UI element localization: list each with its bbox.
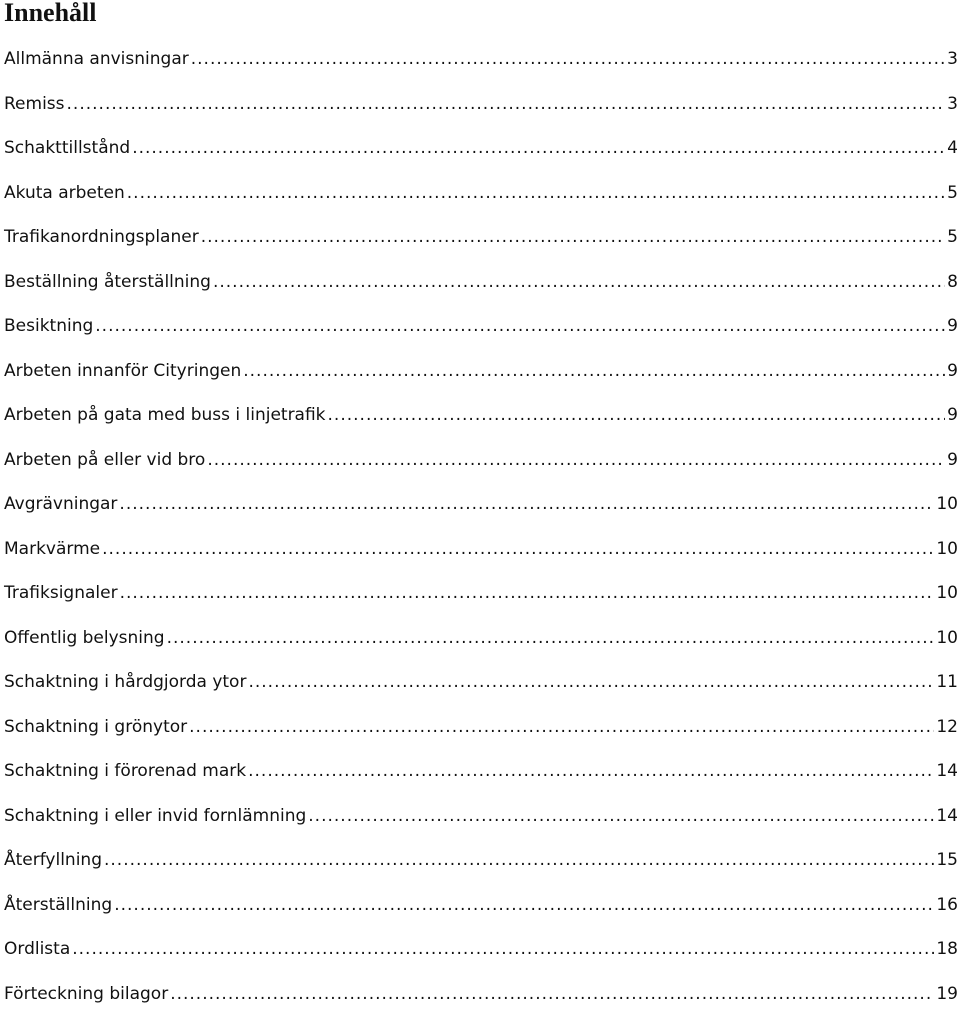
toc-dot-leader	[248, 667, 934, 697]
toc-entry-page-number: 10	[936, 538, 958, 559]
toc-dot-leader	[127, 178, 945, 208]
toc-entry[interactable]	[4, 489, 960, 519]
toc-entry-label: Besiktning	[4, 316, 94, 336]
toc-entry-label: Trafikanordningsplaner	[4, 227, 199, 247]
toc-entry-label: Förteckning bilagor	[4, 983, 169, 1004]
toc-dot-leader	[104, 845, 934, 875]
toc-entry-label: Schaktning i grönytor	[4, 716, 188, 737]
toc-entry-label: Akuta arbeten	[4, 182, 125, 203]
toc-dot-leader	[132, 133, 945, 163]
toc-entry-page-number: 14	[936, 805, 958, 826]
toc-entry[interactable]	[4, 356, 960, 386]
toc-dot-leader	[67, 89, 946, 119]
toc-entry[interactable]	[4, 667, 960, 697]
toc-entry-page-number: 18	[936, 939, 958, 959]
toc-dot-leader	[308, 801, 934, 831]
toc-entry[interactable]	[4, 133, 960, 163]
toc-entry-label: Återställning	[4, 894, 113, 915]
toc-entry-label: Schaktning i hårdgjorda ytor	[4, 672, 247, 692]
toc-entry-label: Trafiksignaler	[4, 583, 118, 603]
toc-entry-page-number: 19	[936, 983, 958, 1004]
toc-entry-page-number: 3	[947, 49, 958, 69]
toc-entry-label: Remiss	[4, 93, 65, 114]
toc-entry[interactable]	[4, 222, 960, 252]
toc-dot-leader	[201, 222, 945, 252]
toc-entry-page-number: 9	[947, 316, 958, 336]
toc-entry-label: Schakttillstånd	[4, 138, 131, 158]
toc-dot-leader	[120, 578, 935, 608]
toc-entry[interactable]	[4, 311, 960, 341]
toc-entry-page-number: 9	[947, 405, 958, 425]
toc-entry-label: Schaktning i förorenad mark	[4, 761, 247, 781]
toc-entry-label: Markvärme	[4, 538, 101, 559]
toc-entry[interactable]	[4, 934, 960, 964]
toc-entry[interactable]	[4, 445, 960, 475]
toc-entry-label: Arbeten på gata med buss i linjetrafik	[4, 405, 326, 425]
toc-entry-page-number: 10	[936, 583, 958, 603]
toc-entry[interactable]	[4, 578, 960, 608]
toc-entry[interactable]	[4, 890, 960, 920]
toc-entry-label: Allmänna anvisningar	[4, 49, 189, 69]
toc-dot-leader	[72, 934, 934, 964]
toc-dot-leader	[102, 534, 934, 564]
toc-entry-label: Beställning återställning	[4, 271, 211, 292]
toc-entry-page-number: 12	[936, 716, 958, 737]
toc-entry[interactable]	[4, 756, 960, 786]
toc-dot-leader	[191, 44, 945, 74]
toc-entry-page-number: 5	[947, 227, 958, 247]
toc-dot-leader	[167, 623, 935, 653]
toc-entry-label: Arbeten på eller vid bro	[4, 449, 206, 470]
toc-entry-page-number: 3	[947, 93, 958, 114]
toc-dot-leader	[114, 890, 934, 920]
toc-entry-label: Återfyllning	[4, 850, 102, 870]
toc-entry-label: Arbeten innanför Cityringen	[4, 360, 242, 381]
toc-entry[interactable]	[4, 801, 960, 831]
toc-entry[interactable]	[4, 400, 960, 430]
toc-entry-page-number: 9	[947, 360, 958, 381]
toc-entry[interactable]	[4, 178, 960, 208]
toc-entry-page-number: 10	[936, 627, 958, 648]
toc-heading: Innehåll	[4, 0, 97, 27]
toc-entry-label: Avgrävningar	[4, 494, 118, 514]
toc-entry[interactable]	[4, 89, 960, 119]
toc-entry[interactable]	[4, 534, 960, 564]
toc-entry-page-number: 4	[947, 138, 958, 158]
toc-entry-page-number: 14	[936, 761, 958, 781]
toc-dot-leader	[213, 267, 945, 297]
toc-entry-page-number: 11	[936, 672, 958, 692]
toc-dot-leader	[189, 712, 934, 742]
toc-dot-leader	[170, 979, 934, 1009]
toc-entry-page-number: 8	[947, 271, 958, 292]
toc-entry-page-number: 9	[947, 449, 958, 470]
toc-entry-page-number: 10	[936, 494, 958, 514]
toc-dot-leader	[119, 489, 934, 519]
toc-dot-leader	[328, 400, 946, 430]
toc-entry[interactable]	[4, 712, 960, 742]
toc-entry[interactable]	[4, 845, 960, 875]
toc-dot-leader	[243, 356, 945, 386]
toc-entry-label: Schaktning i eller invid fornlämning	[4, 805, 307, 826]
toc-dot-leader	[95, 311, 945, 341]
toc-entry[interactable]	[4, 44, 960, 74]
table-of-contents	[4, 0, 960, 1004]
toc-entry-label: Offentlig belysning	[4, 627, 165, 648]
toc-entry[interactable]	[4, 623, 960, 653]
toc-dot-leader	[207, 445, 945, 475]
toc-dot-leader	[248, 756, 934, 786]
toc-entry[interactable]	[4, 267, 960, 297]
toc-entry-page-number: 16	[936, 894, 958, 915]
toc-entry-page-number: 15	[936, 850, 958, 870]
toc-entry[interactable]	[4, 979, 960, 1009]
toc-entry-page-number: 5	[947, 182, 958, 203]
toc-entry-label: Ordlista	[4, 939, 71, 959]
